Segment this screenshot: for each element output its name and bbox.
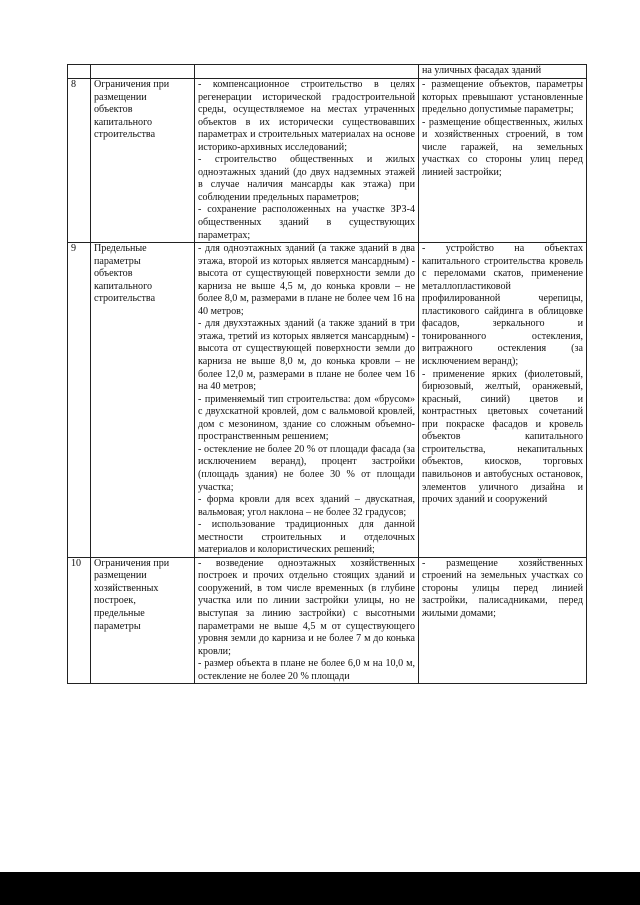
description-cell: [195, 243, 419, 558]
table-row: [68, 557, 587, 683]
scan-bottom-border: [0, 872, 640, 905]
regulations-table: [67, 64, 587, 684]
restrictions-cell: [419, 65, 587, 79]
row-number-cell: 10: [68, 557, 91, 683]
description-text: - возведение одноэтажных хозяйственных построек и прочих отдельно стоящих зданий и сооружений, в том числе временных (в глубине участка или по линии застройки улицы, но не выступая за линию застройки) с высотными параметрами не выше 4,5 м от существующего уровня земли до карниза и не более 7 м до конька кровли; - размер объекта в плане не более 6,0 м на 10,0 м, остекление не более 20 % площади: [198, 557, 415, 682]
restrictions-cell: [419, 243, 587, 558]
description-cell: [195, 557, 419, 683]
row-number-cell: 8: [68, 79, 91, 243]
description-text: - для одноэтажных зданий (а также зданий в два этажа, второй из которых является мансардным) - высота от существующей поверхности земли до карниза не выше 4,5 м, до конька кровли – не более 8,0 м, размерами в плане не более чем 16 на 40 метров; - для двухэтажных зданий (а также зданий в три этажа, третий из которых является мансардным) - высота от существующей поверхности земли до карниза не выше 8,0 м, до конька кровли – не более 12,0 м, размерами в плане не более чем 16 на 40 метров; - применяемый тип строительства: дом «брусом» с двухскатной кровлей, дом с вальмовой кровлей, дом с мезонином, здание со сложным объемно-пространственным решением; - остекление не более 20 % от площади фасада (за исключением веранд), процент застройки (площадь здания) не более 30 % от площади участка; - форма кровли для всех зданий – двускатная, вальмовая; угол наклона – не более 32 градусов; - использование традиционных для данной местности строительных и отделочных материалов и колористических решений;: [198, 243, 415, 556]
description-cell: [195, 65, 419, 79]
description-text: - компенсационное строительство в целях регенерации исторической градостроительной среды, осуществляемое на местах утраченных объектов в их исторически существовавших параметрах и строительных материалах на основе историко-архивных исследований; - строительство общественных и жилых одноэтажных зданий (до двух надземных этажей в случае наличия мансарды как этажа) при соблюдении предельных параметров; - сохранение расположенных на участке ЗРЗ-4 общественных зданий в существующих параметрах;: [198, 79, 415, 241]
restrictions-cell: [419, 557, 587, 683]
row-number-cell: [68, 65, 91, 79]
description-cell: [195, 79, 419, 243]
parameter-name-cell: [91, 79, 195, 243]
table-row: [68, 243, 587, 558]
table-row: [68, 79, 587, 243]
restrictions-text: - размещение хозяйственных строений на земельных участках со стороны улицы перед линией застройки, палисадниками, перед жилыми домами;: [422, 557, 583, 619]
parameter-name-text: Ограничения при размещении объектов капитального строительства: [94, 79, 170, 141]
restrictions-text: - устройство на объектах капитального строительства кровель с переломами скатов, применение металлопластиковой профилированной черепицы, пластикового сайдинга в облицовке фасадов, зеркального и тонированного остекления, витражного остекления (за исключением веранд); - применение ярких (фиолетовый, бирюзовый, желтый, оранжевый, красный, синий) цветов и контрастных цветовых сочетаний при покраске фасадов и кровель объектов капитального строительства, некапитальных объектов, киосков, торговых павильонов и автобусных остановок, элементов уличного дизайна и прочих зданий и сооружений: [422, 243, 583, 506]
parameter-name-text: Ограничения при размещении хозяйственных построек, предельные параметры: [94, 557, 170, 632]
parameter-name-cell: [91, 243, 195, 558]
restrictions-text: - размещение объектов, параметры которых превышают установленные предельно допустимые параметры; - размещение общественных, жилых и хозяйственных строений, в том числе гаражей, на земельных участках со стороны улиц перед линией застройки;: [422, 79, 583, 178]
parameter-name-cell: [91, 65, 195, 79]
row-number-cell: 9: [68, 243, 91, 558]
restrictions-cell: [419, 79, 587, 243]
parameter-name-text: Предельные параметры объектов капитального строительства: [94, 243, 156, 305]
restrictions-text: на уличных фасадах зданий: [422, 65, 542, 76]
table-row: [68, 65, 587, 79]
parameter-name-cell: [91, 557, 195, 683]
